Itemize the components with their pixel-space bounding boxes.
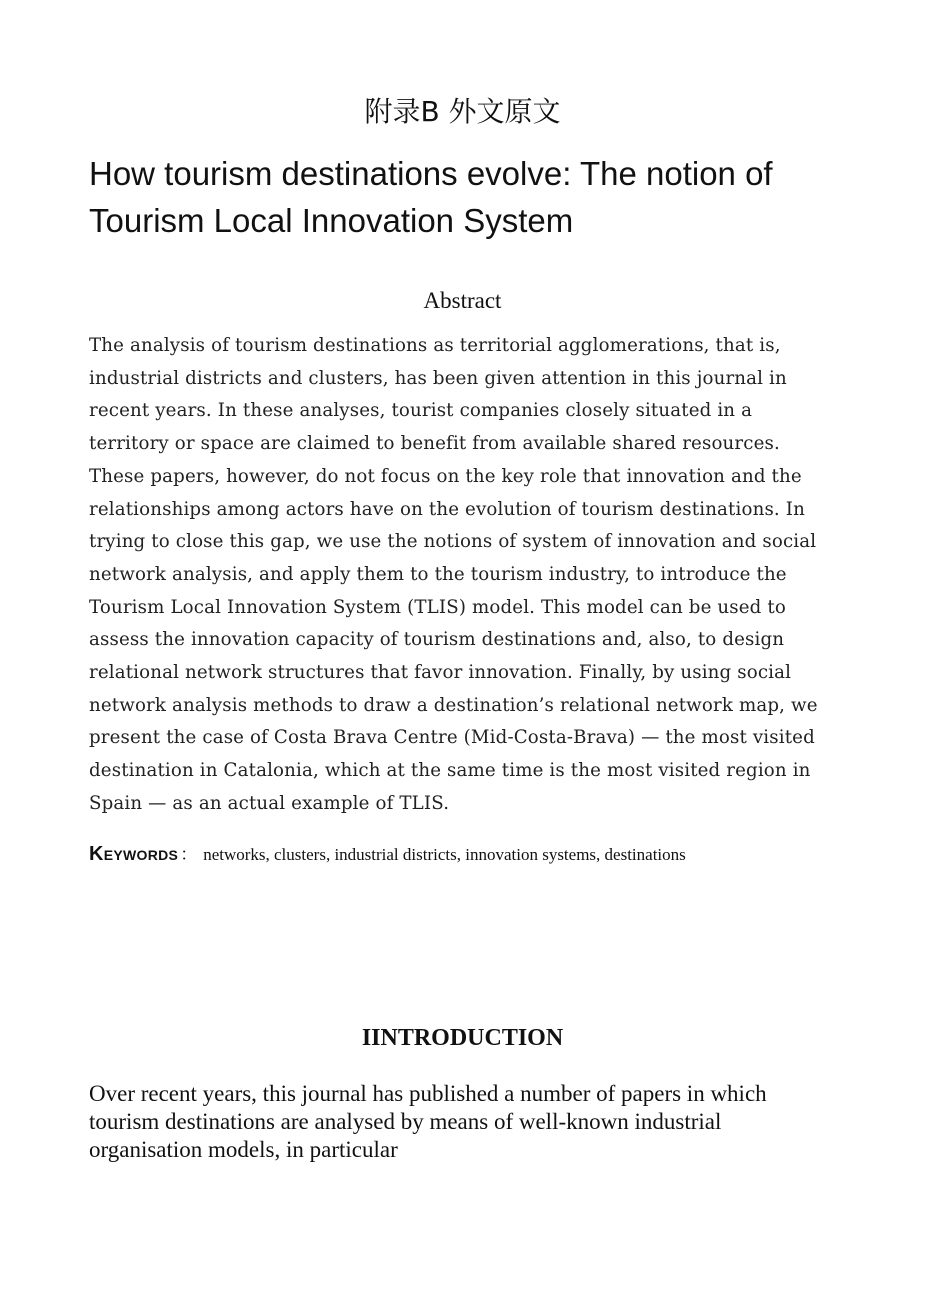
keywords-line <box>89 840 849 869</box>
paper-title: How tourism destinations evolve: The notion of Tourism Local Innovation System <box>89 155 773 239</box>
section-heading-introduction: IINTRODUCTION <box>361 1025 564 1051</box>
keywords-separator: ： <box>180 845 198 865</box>
abstract-heading: Abstract <box>423 288 502 313</box>
appendix-heading: 附录B 外文原文 <box>364 95 561 128</box>
abstract-paragraph: The analysis of tourism destinations as territorial agglomerations, that is, industrial districts and clusters, has been given attention in this journal in recent years. In these analyses, tourist companies closely situated in a territory or space are claimed to benefit from available shared resources. These papers, however, do not focus on the key role that innovation and the relationships among actors have on the evolution of tourism destinations. In trying to close this gap, we use the notions of system of innovation and social network analysis, and apply them to the tourism industry, to introduce the Tourism Local Innovation System (TLIS) model. This model can be used to assess the innovation capacity of tourism destinations and, also, to design relational network structures that favor innovation. Finally, by using social network analysis methods to draw a destination’s relational network map, we present the case of Costa Brava Centre (Mid-Costa-Brava) — the most visited destination in Catalonia, which at the same time is the most visited region in Spain — as an actual example of TLIS. <box>89 335 818 814</box>
introduction-paragraph: Over recent years, this journal has published a number of papers in which tourism destinations are analysed by means of well-known industrial organisation models, in particular <box>89 1081 767 1162</box>
keywords-label: Keywords <box>89 843 179 865</box>
keywords-list: networks, clusters, industrial districts, innovation systems, destinations <box>203 845 686 864</box>
